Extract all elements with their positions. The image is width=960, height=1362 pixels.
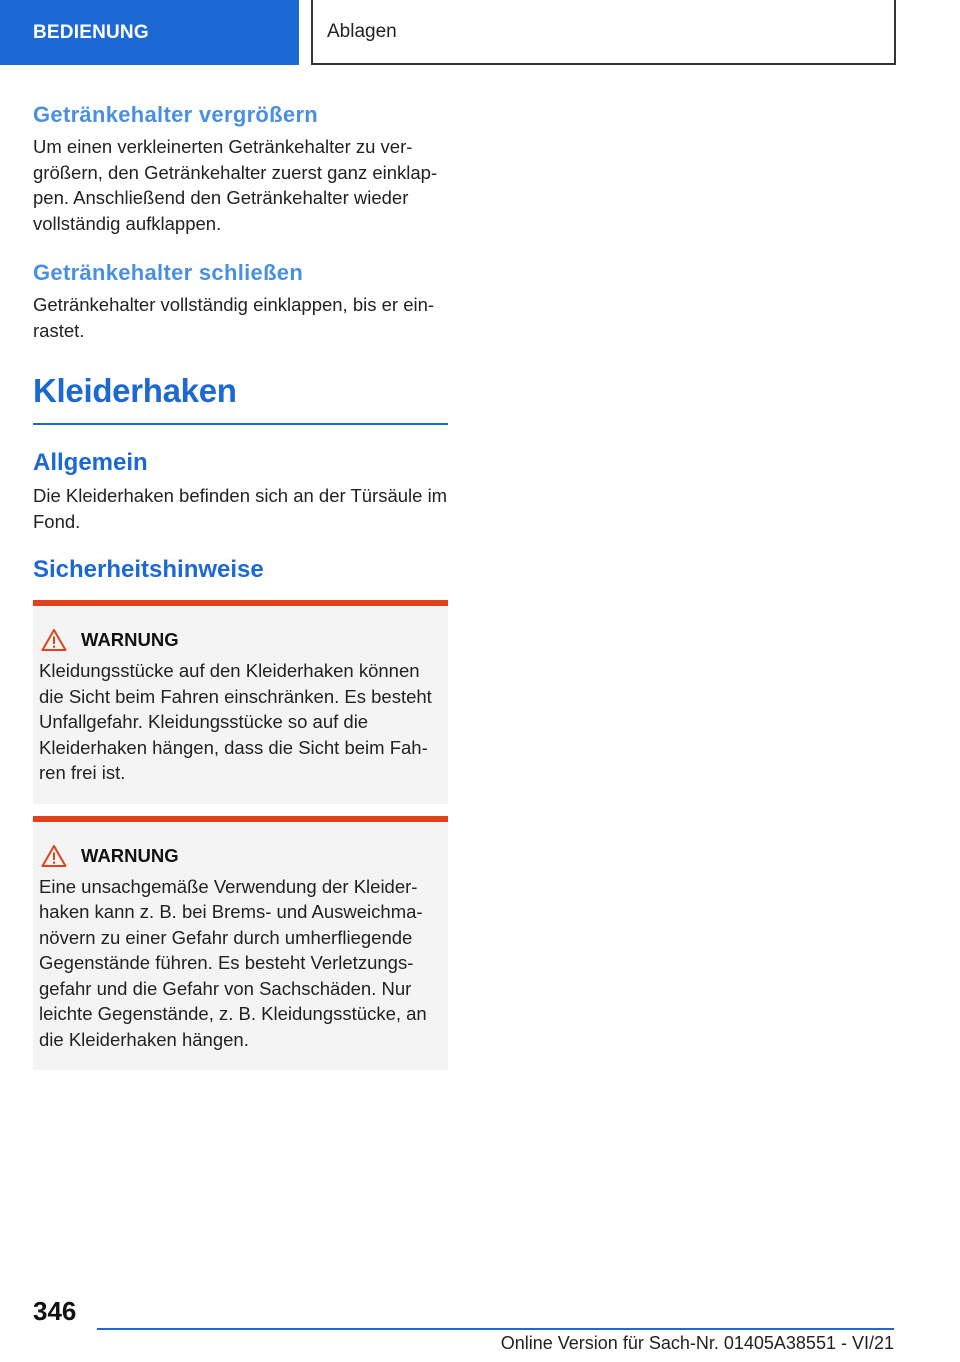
- heading-sicherheitshinweise: Sicherheitshinweise: [33, 556, 264, 583]
- warning-label: WARNUNG: [81, 629, 179, 650]
- warning-box: [33, 600, 448, 804]
- chapter-heading-kleiderhaken: Kleiderhaken: [33, 369, 448, 425]
- footer-divider: [97, 1328, 894, 1330]
- content-column: [33, 100, 448, 1070]
- heading-allgemein: Allgemein: [33, 449, 148, 476]
- page-number: 346: [33, 1296, 77, 1326]
- heading-getraenkehalter-vergroessern: Getränkehalter vergrößern: [33, 102, 319, 127]
- warning-header: [39, 844, 438, 868]
- paragraph-schliessen: Getränkehalter vollständig einklappen, bis er einrastet.: [33, 294, 435, 341]
- warning-text: Eine unsachgemäße Verwendung der Kleiderhaken kann z. B. bei Brems- und Ausweichmanövern zu einer Gefahr durch umherfliegende Gegenstände führen. Es besteht Verletzungsgefahr und die Gefahr von Sachschäden. Nur leichte Gegenstände, z. B. Kleidungsstücke, an die Kleiderhaken hängen.: [39, 875, 427, 1050]
- warning-box: [33, 816, 448, 1071]
- warning-text: Kleidungsstücke auf den Kleiderhaken können die Sicht beim Fahren einschränken. Es besteht Unfallgefahr. Kleidungsstücke so auf die Kleiderhaken hängen, dass die Sicht beim Fahren frei ist.: [39, 660, 432, 783]
- header-section-tab: BEDIENUNG: [0, 0, 299, 65]
- warning-triangle-icon: [41, 628, 67, 652]
- header-chapter-title: Ablagen: [311, 0, 896, 65]
- paragraph-vergroessern: Um einen verkleinerten Getränkehalter zu vergrößern, den Getränkehalter zuerst ganz einklappen. Anschließend den Getränkehalter wieder vollständig aufklappen.: [33, 136, 438, 234]
- warning-triangle-icon: [41, 844, 67, 868]
- warning-header: [39, 628, 438, 652]
- warning-label: WARNUNG: [81, 844, 179, 866]
- footer-online-version: Online Version für Sach-Nr. 01405A38551 - VI/21: [500, 1333, 894, 1353]
- paragraph-allgemein: Die Kleiderhaken befinden sich an der Türsäule im Fond.: [33, 485, 448, 532]
- heading-getraenkehalter-schliessen: Getränkehalter schließen: [33, 260, 304, 285]
